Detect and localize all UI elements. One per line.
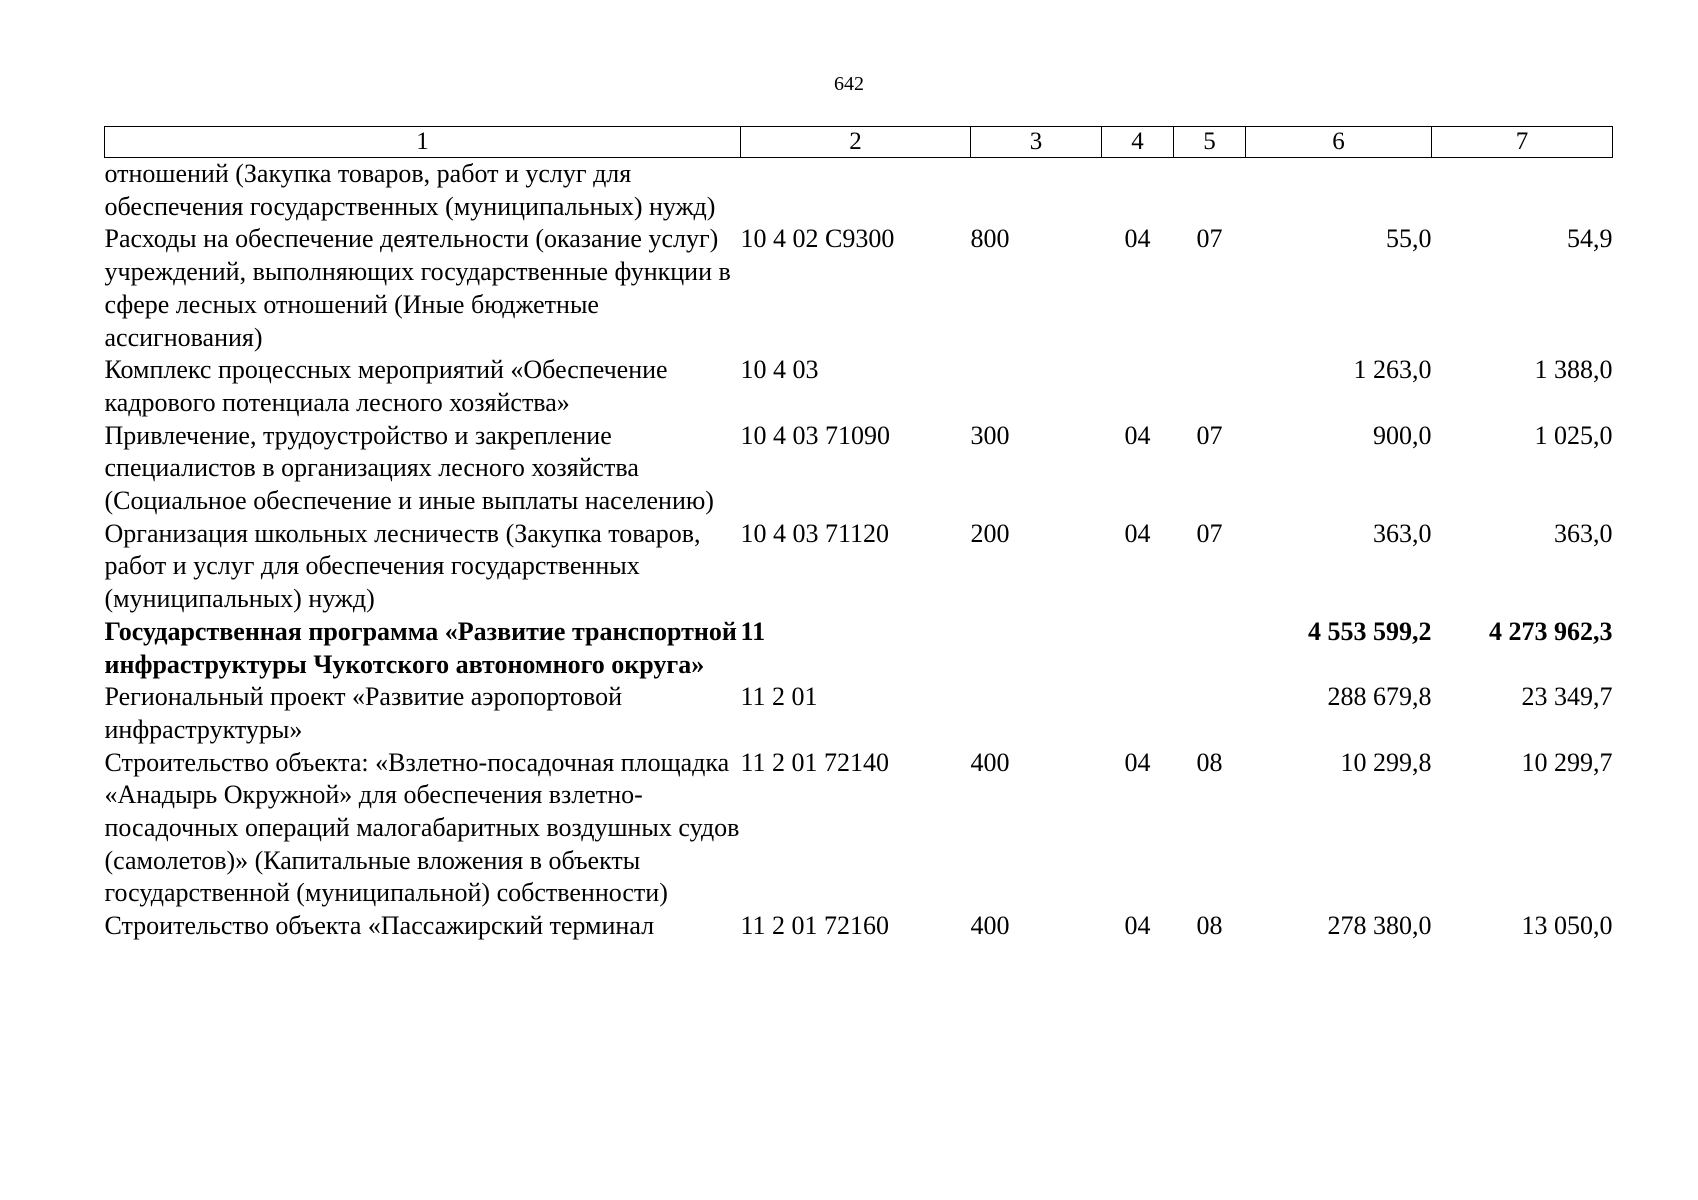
target-code-cell: 10 4 02 С9300 bbox=[740, 224, 895, 254]
expense-name-cell: Привлечение, трудоустройство и закрепление специалистов в организациях лесного хозяйства (Социальное обеспечение и иные выплаты населению) bbox=[104, 420, 714, 516]
table-body bbox=[105, 158, 1613, 943]
target-code-cell: 10 4 03 71090 bbox=[740, 420, 890, 450]
amount-year2-cell: 23 349,7 bbox=[1521, 682, 1613, 712]
section-cell bbox=[1102, 616, 1174, 681]
column-header-7: 7 bbox=[1432, 127, 1613, 158]
table-row bbox=[105, 616, 1613, 681]
expense-type-cell bbox=[971, 616, 1102, 681]
amount-year2-cell: 363,0 bbox=[1554, 518, 1613, 548]
expense-type-cell: 800 bbox=[970, 224, 1010, 254]
expense-name-cell: Строительство объекта «Пассажирский терминал bbox=[104, 911, 655, 941]
section-cell: 04 bbox=[1124, 518, 1151, 548]
page-number: 642 bbox=[834, 73, 864, 95]
section-cell: 04 bbox=[1124, 420, 1151, 450]
subsection-cell bbox=[1174, 681, 1246, 746]
subsection-cell: 08 bbox=[1196, 911, 1223, 941]
subsection-cell: 07 bbox=[1196, 420, 1223, 450]
target-code-cell: 11 bbox=[740, 616, 766, 646]
section-cell bbox=[1102, 681, 1174, 746]
table-row bbox=[105, 518, 1613, 616]
expense-type-cell: 400 bbox=[970, 911, 1010, 941]
column-header-1: 1 bbox=[105, 127, 741, 158]
section-cell: 04 bbox=[1124, 747, 1151, 777]
target-code-cell: 10 4 03 bbox=[740, 355, 819, 385]
section-cell bbox=[1102, 354, 1174, 419]
subsection-cell bbox=[1174, 616, 1246, 681]
amount-year1-cell: 4 553 599,2 bbox=[1308, 616, 1432, 646]
column-header-5: 5 bbox=[1174, 127, 1246, 158]
amount-year1-cell: 278 380,0 bbox=[1327, 911, 1432, 941]
expense-name-cell: Региональный проект «Развитие аэропортовой инфраструктуры» bbox=[104, 682, 623, 744]
subsection-cell: 07 bbox=[1196, 224, 1223, 254]
amount-year2-cell bbox=[1432, 158, 1613, 224]
amount-year1-cell bbox=[1246, 158, 1432, 224]
column-header-3: 3 bbox=[971, 127, 1102, 158]
table-row bbox=[105, 420, 1613, 518]
table-row bbox=[105, 681, 1613, 746]
expense-type-cell bbox=[971, 158, 1102, 224]
amount-year2-cell: 1 388,0 bbox=[1534, 355, 1613, 385]
column-header-2: 2 bbox=[741, 127, 971, 158]
expense-name-cell: отношений (Закупка товаров, работ и услуг для обеспечения государственных (муниципальных) нужд) bbox=[104, 159, 716, 221]
target-code-cell: 11 2 01 72140 bbox=[740, 747, 890, 777]
expense-type-cell bbox=[971, 354, 1102, 419]
amount-year1-cell: 1 263,0 bbox=[1353, 355, 1432, 385]
amount-year2-cell: 54,9 bbox=[1567, 224, 1613, 254]
column-header-6: 6 bbox=[1246, 127, 1432, 158]
budget-table bbox=[104, 126, 1613, 943]
amount-year1-cell: 363,0 bbox=[1373, 518, 1432, 548]
header-row bbox=[105, 127, 1613, 158]
target-code-cell bbox=[741, 158, 971, 224]
expense-name-cell: Расходы на обеспечение деятельности (оказание услуг) учреждений, выполняющих государственные функции в сфере лесных отношений (Иные бюджетные ассигнования) bbox=[104, 224, 731, 352]
column-header-4: 4 bbox=[1102, 127, 1174, 158]
subsection-cell: 07 bbox=[1196, 518, 1223, 548]
amount-year2-cell: 1 025,0 bbox=[1534, 420, 1613, 450]
amount-year1-cell: 55,0 bbox=[1386, 224, 1432, 254]
expense-name-cell: Строительство объекта: «Взлетно-посадочная площадка «Анадырь Окружной» для обеспечения взлетно-посадочных операций малогабаритных воздушных судов (самолетов)» (Капитальные вложения в объекты государственной (муниципальной) собственности) bbox=[104, 747, 740, 908]
expense-type-cell bbox=[971, 681, 1102, 746]
section-cell: 04 bbox=[1124, 224, 1151, 254]
table-row bbox=[105, 747, 1613, 911]
amount-year2-cell: 4 273 962,3 bbox=[1489, 616, 1613, 646]
amount-year2-cell: 13 050,0 bbox=[1521, 911, 1613, 941]
expense-type-cell: 400 bbox=[970, 747, 1010, 777]
table-row bbox=[105, 158, 1613, 224]
target-code-cell: 11 2 01 bbox=[740, 682, 818, 712]
table-row bbox=[105, 354, 1613, 419]
section-cell: 04 bbox=[1124, 911, 1151, 941]
table-row bbox=[105, 910, 1613, 943]
subsection-cell: 08 bbox=[1196, 747, 1223, 777]
subsection-cell bbox=[1174, 354, 1246, 419]
expense-type-cell: 200 bbox=[970, 518, 1010, 548]
amount-year2-cell: 10 299,7 bbox=[1521, 747, 1613, 777]
expense-name-cell: Государственная программа «Развитие транспортной инфраструктуры Чукотского автономного округа» bbox=[104, 616, 737, 679]
section-cell bbox=[1102, 158, 1174, 224]
subsection-cell bbox=[1174, 158, 1246, 224]
amount-year1-cell: 10 299,8 bbox=[1340, 747, 1432, 777]
target-code-cell: 10 4 03 71120 bbox=[740, 518, 890, 548]
amount-year1-cell: 288 679,8 bbox=[1327, 682, 1432, 712]
expense-name-cell: Комплекс процессных мероприятий «Обеспечение кадрового потенциала лесного хозяйства» bbox=[104, 355, 668, 417]
table-row bbox=[105, 223, 1613, 354]
expense-name-cell: Организация школьных лесничеств (Закупка товаров, работ и услуг для обеспечения государственных (муниципальных) нужд) bbox=[104, 518, 701, 614]
target-code-cell: 11 2 01 72160 bbox=[740, 911, 890, 941]
expense-type-cell: 300 bbox=[970, 420, 1010, 450]
amount-year1-cell: 900,0 bbox=[1373, 420, 1432, 450]
